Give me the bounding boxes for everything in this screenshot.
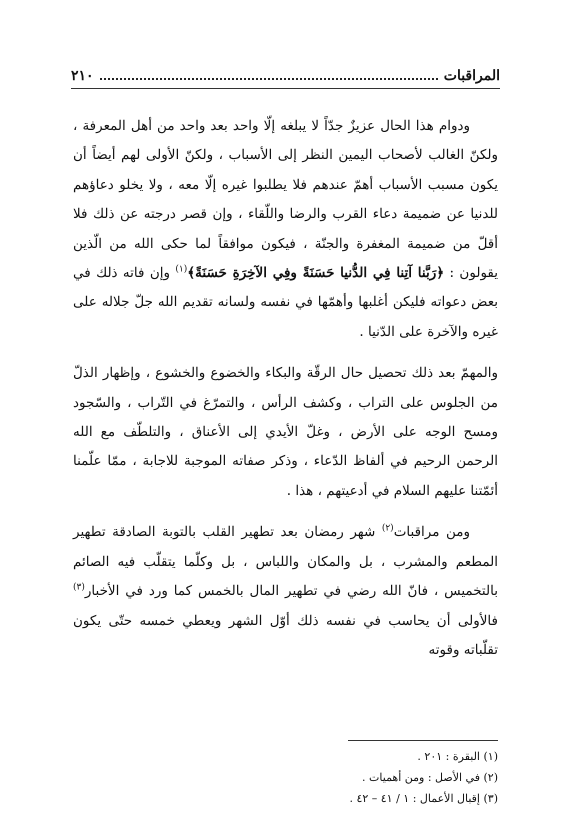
footnotes bbox=[73, 746, 498, 809]
footnote-rule bbox=[348, 740, 498, 741]
footnote-ref-3: (٣) bbox=[73, 582, 85, 593]
quran-verse: ﴿رَبَّنا آتِنا فِي الدُّنيا حَسَنَةً وفِي الآخِرَةِ حَسَنَةً﴾ bbox=[187, 265, 445, 282]
footnote-2: (٢) في الأصل : ومن أهميات . bbox=[362, 771, 498, 784]
header-dot-leader bbox=[100, 78, 438, 80]
paragraph-1-text-b: وإن فاته ذلك في بعض دعواته فليكن أغلبها وأهمّها في نفسه ولسانه تقديم الله جلّ جلاله على غيره والآخرة على الدّنيا . bbox=[73, 265, 498, 340]
footnote-1: (١) البقرة : ٢٠١ . bbox=[417, 750, 498, 763]
header-rule bbox=[71, 88, 500, 89]
paragraph-1-text-a: ودوام هذا الحال عزيزٌ جدّاً لا يبلغه إلّا واحد بعد واحد من أهل المعرفة ، ولكنّ الغالب لأصحاب اليمين النظر إلى الأسباب ، ولكنّ الأولى لهم أيضاً أن يكون مسبب الأسباب أهمّ عندهم فلا يطلبوا غيره إلّا معه ، ولا يخلو دعاؤهم للدنيا عن ضميمة دعاء القرب والرضا واللّقاء ، وإن قصر درجته عن ذلك فلا أقلّ من ضميمة المغفرة والجنّة ، فيكون موافقاً لما حكى الله من الّذين يقولون : bbox=[73, 118, 498, 282]
page-number: ٢١٠ bbox=[71, 68, 94, 84]
paragraph-1 bbox=[73, 112, 498, 347]
paragraph-3-text-c: فالأولى أن يحاسب في نفسه ذلك أوّل الشهر ويعطي خمسه حتّى يكون تقلّباته وقوته bbox=[73, 612, 498, 658]
paragraph-3-text-b: شهر رمضان بعد تطهير القلب بالتوبة الصادقة تطهير المطعم والمشرب ، بل والمكان واللباس ، بل وكلّما يتقلّب فيه الصائم بالتخميس ، فانّ الله رضي في تطهير المال بالخمس كما ورد في الأخبار bbox=[73, 524, 498, 600]
footnote-ref-1: (١) bbox=[175, 264, 188, 275]
paragraph-3 bbox=[73, 518, 498, 665]
footnote-ref-2: (٢) bbox=[381, 523, 394, 534]
paragraph-2: والمهمّ بعد ذلك تحصيل حال الرقّة والبكاء والخضوع والخشوع ، وإظهار الذلّ من الجلوس على التراب ، وكشف الرأس ، والتمرّغ في التّراب ، والسّجود ومسح الوجه على الأرض ، وغلّ الأيدي إلى الأعناق ، والتلطّف مع الله الرحمن الرحيم في ألفاظ الدّعاء ، وذكر صفاته الموجبة للاجابة ، ممّا علّمنا أئمّتنا عليهم السلام في أدعيتهم ، هذا . bbox=[73, 365, 498, 499]
footnote-3: (٣) إقبال الأعمال : ١ / ٤١ – ٤٢ . bbox=[349, 792, 498, 805]
paragraph-3-text-a: ومن مراقبات bbox=[393, 524, 470, 541]
main-text bbox=[73, 112, 498, 677]
chapter-title: المراقبات bbox=[443, 68, 500, 84]
running-header bbox=[71, 66, 500, 86]
